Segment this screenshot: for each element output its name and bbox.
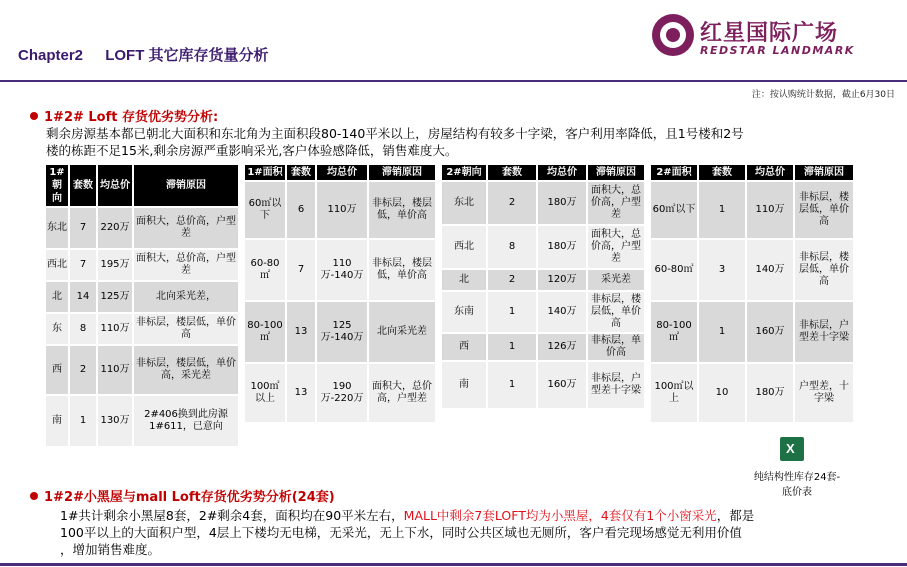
table-row (442, 362, 644, 408)
excel-file-icon[interactable] (780, 437, 804, 461)
table-cell: 非标层，楼层低，单价高 (795, 182, 853, 238)
table-row (46, 208, 238, 248)
table-header: 均总价 (747, 165, 793, 180)
table-cell: 2 (488, 182, 536, 224)
table-building1-area (243, 163, 437, 424)
section1-bullet-icon (30, 112, 38, 120)
section1-paragraph (46, 125, 744, 159)
logo-english-text: REDSTAR LANDMARK (700, 44, 855, 57)
table-header: 2#朝向 (442, 165, 486, 180)
table-header: 均总价 (317, 165, 367, 180)
table-cell: 110万 (98, 314, 132, 344)
table-cell: 126万 (538, 334, 586, 360)
table-header: 套数 (287, 165, 315, 180)
table-row (442, 334, 644, 360)
table-row (442, 182, 644, 224)
excel-file-caption: 纯结构性库存24套-底价表 (753, 472, 841, 498)
table-cell: 采光差 (588, 270, 644, 290)
table-building2-orientation (440, 163, 646, 410)
table-row (245, 364, 435, 422)
table-cell: 2 (488, 270, 536, 290)
table-cell: 100㎡以上 (651, 364, 697, 422)
table-cell: 面积大，总价高，户型差 (134, 208, 238, 248)
table-cell: 非标层，户型差十字梁 (795, 302, 853, 362)
table-cell: 非标层，楼层低，单价高 (369, 182, 435, 238)
table-cell: 6 (287, 182, 315, 238)
table-cell: 7 (70, 208, 96, 248)
data-note: 注：按认购统计数据，截止6月30日 (751, 90, 895, 100)
table-cell: 140万 (747, 240, 793, 300)
table-cell: 10 (699, 364, 745, 422)
table-cell: 190万-220万 (317, 364, 367, 422)
section2-line1-highlight: MALL中剩余7套LOFT均为小黑屋，4套仅有1个小窗采光 (403, 508, 717, 523)
table-cell: 2 (70, 346, 96, 394)
table-cell: 195万 (98, 250, 132, 280)
table-header: 滞销原因 (588, 165, 644, 180)
table-cell: 100㎡以上 (245, 364, 285, 422)
table-cell: 8 (488, 226, 536, 268)
table-cell: 西 (442, 334, 486, 360)
table-row (46, 396, 238, 446)
table-cell: 非标层，单价高 (588, 334, 644, 360)
section1-title: 1#2# Loft 存货优劣势分析: (44, 110, 219, 125)
table-cell: 160万 (538, 362, 586, 408)
table-header: 均总价 (98, 165, 132, 206)
table-cell: 60㎡以下 (245, 182, 285, 238)
table-header: 套数 (699, 165, 745, 180)
table-cell: 7 (70, 250, 96, 280)
table-cell: 80-100㎡ (651, 302, 697, 362)
table-cell: 140万 (538, 292, 586, 332)
section2-line2: 100平以上的大面积户型，4层上下楼均无电梯，无采光，无上下水，同时公共区域也无厕所，客户看完现场感觉无利用价值 (60, 525, 742, 540)
table-header: 套数 (70, 165, 96, 206)
table-row (651, 302, 853, 362)
table-cell: 60㎡以下 (651, 182, 697, 238)
table-cell: 180万 (538, 182, 586, 224)
table-cell: 1 (488, 292, 536, 332)
table-row (245, 302, 435, 362)
table-header: 套数 (488, 165, 536, 180)
table-cell: 面积大，总价高，户型差 (134, 250, 238, 280)
table-header: 1#面积 (245, 165, 285, 180)
table-building1-orientation (44, 163, 240, 448)
table-cell: 220万 (98, 208, 132, 248)
table-building2-area (649, 163, 855, 424)
table-row (442, 270, 644, 290)
table-cell: 1 (70, 396, 96, 446)
table-header: 滞销原因 (795, 165, 853, 180)
section2-title: 1#2#小黑屋与mall Loft存货优劣势分析(24套) (44, 490, 335, 505)
table-cell: 非标层，楼层低，单价高 (369, 240, 435, 300)
table-cell: 2#406换到此房源1#611，已意向 (134, 396, 238, 446)
table-cell: 7 (287, 240, 315, 300)
table-cell: 1 (699, 182, 745, 238)
section2-line1-b: ，都是 (716, 508, 755, 523)
table-cell: 13 (287, 302, 315, 362)
table-cell: 60-80㎡ (651, 240, 697, 300)
header-divider (0, 80, 907, 82)
chapter-label: Chapter2 (18, 47, 84, 64)
chapter-title: LOFT 其它库存货量分析 (105, 47, 269, 64)
table-cell: 3 (699, 240, 745, 300)
table-cell: 110万 (317, 182, 367, 238)
table-cell: 60-80㎡ (245, 240, 285, 300)
table-header: 均总价 (538, 165, 586, 180)
section2-bullet-icon (30, 492, 38, 500)
table-cell: 南 (442, 362, 486, 408)
table-cell: 非标层，户型差十字梁 (588, 362, 644, 408)
table-cell: 1 (488, 334, 536, 360)
footer-divider (0, 563, 907, 566)
table-cell: 西北 (46, 250, 68, 280)
table-cell: 8 (70, 314, 96, 344)
table-header: 滞销原因 (134, 165, 238, 206)
table-cell: 北向采光差 (369, 302, 435, 362)
table-cell: 120万 (538, 270, 586, 290)
redstar-logo (652, 10, 892, 70)
section1-line1: 剩余房源基本都已朝北大面积和东北角为主面积段80-140平米以上，房屋结构有较多十字梁，客户利用率降低，且1号楼和2号 (46, 126, 744, 141)
table-header: 1#朝向 (46, 165, 68, 206)
table-cell: 13 (287, 364, 315, 422)
table-cell: 面积大，总价高，户型差 (588, 226, 644, 268)
table-cell: 北 (442, 270, 486, 290)
table-cell: 160万 (747, 302, 793, 362)
table-cell: 1 (488, 362, 536, 408)
table-cell: 户型差，十字梁 (795, 364, 853, 422)
table-cell: 非标层，楼层低，单价高，采光差 (134, 346, 238, 394)
section2-line1 (60, 507, 754, 524)
table-cell: 80-100㎡ (245, 302, 285, 362)
table-row (46, 346, 238, 394)
table-row (442, 226, 644, 268)
table-cell: 125万-140万 (317, 302, 367, 362)
table-cell: 130万 (98, 396, 132, 446)
table-header: 滞销原因 (369, 165, 435, 180)
table-row (651, 364, 853, 422)
section2-line1-a: 1#共计剩余小黑屋8套，2#剩余4套，面积均在90平米左右， (60, 508, 404, 523)
table-row (46, 282, 238, 312)
table-header: 2#面积 (651, 165, 697, 180)
page-title (18, 44, 287, 65)
table-cell: 南 (46, 396, 68, 446)
table-row (46, 314, 238, 344)
table-cell: 180万 (538, 226, 586, 268)
table-row (245, 240, 435, 300)
table-cell: 北向采光差， (134, 282, 238, 312)
table-cell: 110万-140万 (317, 240, 367, 300)
table-cell: 1 (699, 302, 745, 362)
section2-line3: ，增加销售难度。 (60, 542, 161, 557)
table-cell: 110万 (98, 346, 132, 394)
table-cell: 面积大，总价高，户型差 (588, 182, 644, 224)
table-row (245, 182, 435, 238)
table-cell: 14 (70, 282, 96, 312)
table-row (442, 292, 644, 332)
table-cell: 面积大，总价高，户型差 (369, 364, 435, 422)
table-row (651, 182, 853, 238)
table-cell: 东北 (442, 182, 486, 224)
table-row (651, 240, 853, 300)
logo-emblem-icon (652, 14, 694, 56)
table-cell: 北 (46, 282, 68, 312)
table-cell: 东 (46, 314, 68, 344)
section1-line2: 楼的栋距不足15米,剩余房源严重影响采光,客户体验感降低，销售难度大。 (46, 143, 458, 158)
table-cell: 125万 (98, 282, 132, 312)
table-cell: 东北 (46, 208, 68, 248)
table-cell: 东南 (442, 292, 486, 332)
section2-paragraph (60, 507, 754, 558)
table-cell: 非标层，楼层低，单价高 (134, 314, 238, 344)
table-cell: 180万 (747, 364, 793, 422)
table-cell: 西 (46, 346, 68, 394)
table-cell: 非标层，楼层低，单价高 (795, 240, 853, 300)
table-cell: 非标层，楼层低，单价高 (588, 292, 644, 332)
table-cell: 西北 (442, 226, 486, 268)
table-row (46, 250, 238, 280)
table-cell: 110万 (747, 182, 793, 238)
logo-chinese-text: 红星国际广场 (700, 21, 839, 46)
